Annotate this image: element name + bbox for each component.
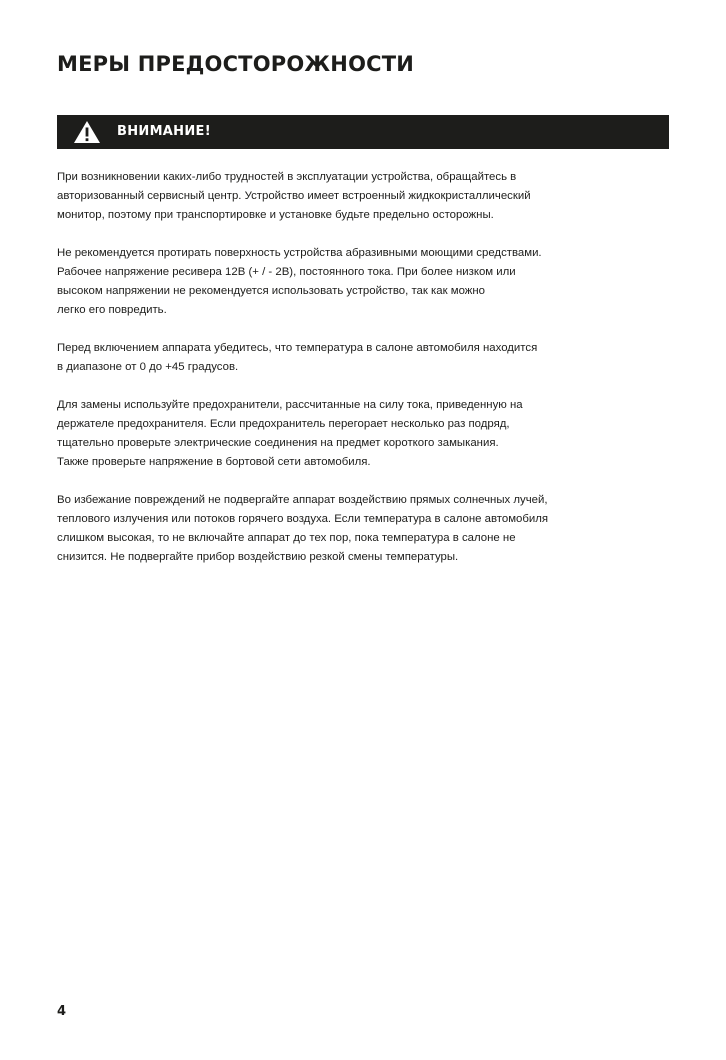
text-line: тщательно проверьте электрические соединения на предмет короткого замыкания. — [57, 437, 499, 449]
page-number: 4 — [57, 1004, 67, 1019]
warning-banner — [57, 115, 669, 149]
paragraph-heat — [57, 491, 657, 567]
text-line: слишком высокая, то не включайте аппарат до тех пор, пока температура в салоне не — [57, 532, 516, 544]
paragraph-fuses — [57, 396, 657, 472]
precautions-text — [57, 168, 657, 586]
text-line: монитор, поэтому при транспортировке и установке будьте предельно осторожны. — [57, 209, 494, 221]
text-line: держателе предохранителя. Если предохранитель перегорает несколько раз подряд, — [57, 418, 510, 430]
text-line: Для замены используйте предохранители, рассчитанные на силу тока, приведенную на — [57, 399, 523, 411]
paragraph-service — [57, 168, 657, 225]
text-line: авторизованный сервисный центр. Устройство имеет встроенный жидкокристаллический — [57, 190, 531, 202]
text-line: в диапазоне от 0 до +45 градусов. — [57, 361, 239, 373]
text-line: Рабочее напряжение ресивера 12В (+ / - 2В), постоянного тока. При более низком или — [57, 266, 516, 278]
paragraph-voltage — [57, 244, 657, 320]
text-line: Во избежание повреждений не подвергайте аппарат воздействию прямых солнечных лучей, — [57, 494, 548, 506]
text-line: Также проверьте напряжение в бортовой сети автомобиля. — [57, 456, 371, 468]
warning-triangle-icon — [73, 120, 101, 144]
paragraph-temperature — [57, 339, 657, 377]
text-line: теплового излучения или потоков горячего воздуха. Если температура в салоне автомобиля — [57, 513, 549, 525]
text-line: Не рекомендуется протирать поверхность устройства абразивными моющими средствами. — [57, 247, 542, 259]
text-line: Перед включением аппарата убедитесь, что температура в салоне автомобиля находится — [57, 342, 538, 354]
warning-label: ВНИМАНИЕ! — [117, 124, 211, 139]
page-title: МЕРЫ ПРЕДОСТОРОЖНОСТИ — [57, 52, 415, 76]
text-line: легко его повредить. — [57, 304, 167, 316]
text-line: снизится. Не подвергайте прибор воздействию резкой смены температуры. — [57, 551, 459, 563]
text-line: высоком напряжении не рекомендуется использовать устройство, так как можно — [57, 285, 486, 297]
text-line: При возникновении каких-либо трудностей в эксплуатации устройства, обращайтесь в — [57, 171, 517, 183]
